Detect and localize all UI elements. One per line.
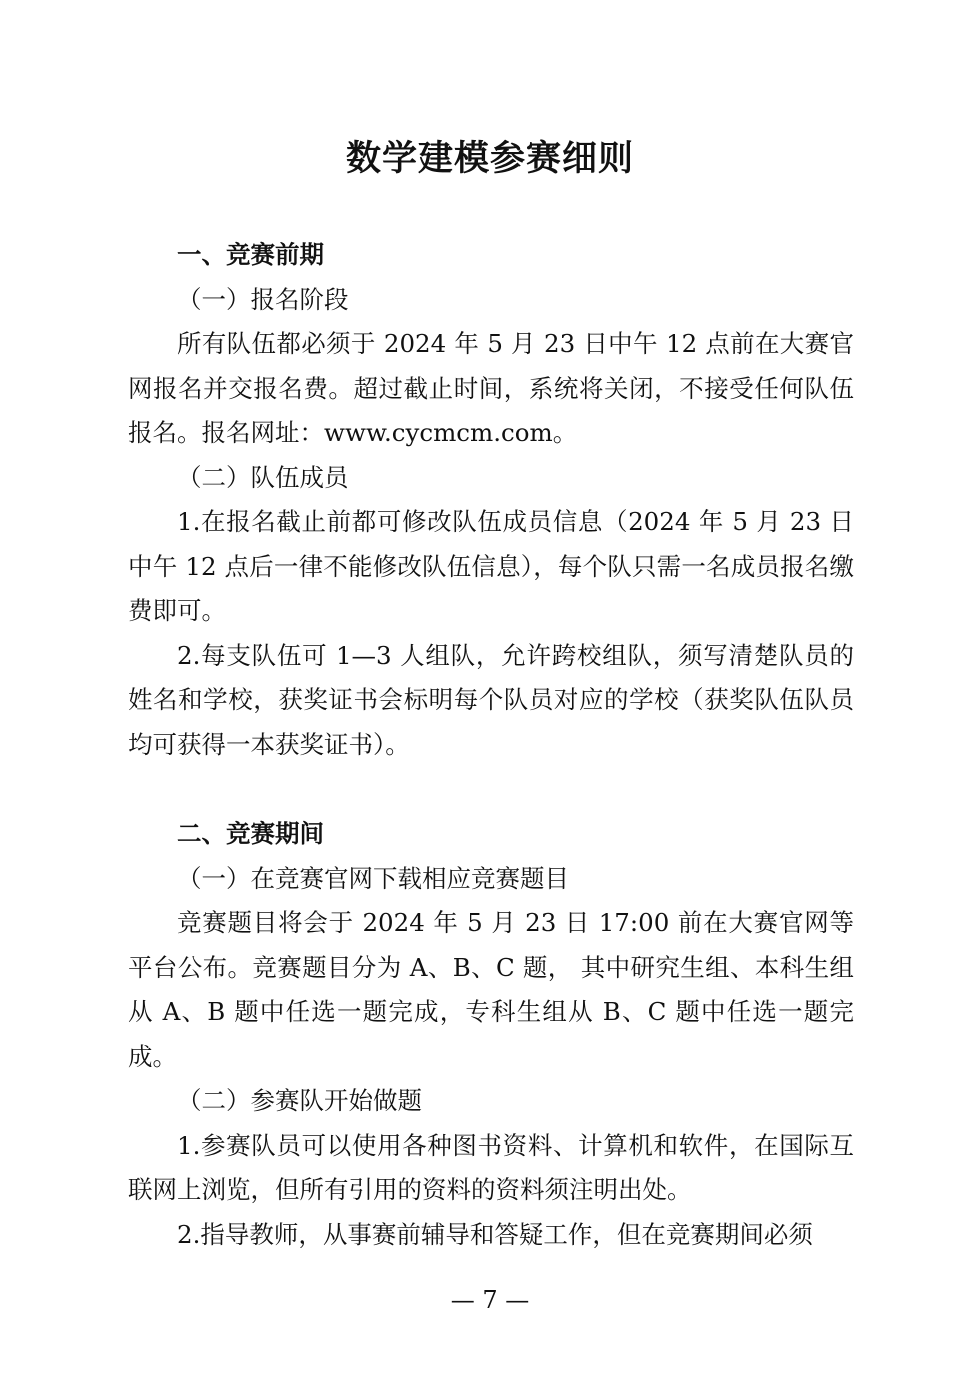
paragraph: 1.在报名截止前都可修改队伍成员信息（2024 年 5 月 23 日中午 12 点后一律不能修改队伍信息），每个队只需一名成员报名缴费即可。 <box>128 507 854 625</box>
document-title: 数学建模参赛细则 <box>345 138 634 179</box>
paragraph: 2.指导教师，从事赛前辅导和答疑工作，但在竞赛期间必须 <box>177 1219 813 1249</box>
paragraph: 竞赛题目将会于 2024 年 5 月 23 日 17:00 前在大赛官网等平台公布。竞赛题目分为 A、B、C 题， 其中研究生组、本科生组从 A、B 题中任选一题完成，专科生组从 B、C 题中任选一题完成。 <box>128 908 854 1071</box>
section-heading-1: 一、竞赛前期 <box>177 240 324 269</box>
paragraph: 2.每支队伍可 1—3 人组队，允许跨校组队，须写清楚队员的姓名和学校，获奖证书会标明每个队员对应的学校（获奖队伍队员均可获得一本获奖证书）。 <box>128 640 854 759</box>
subsection-heading-2-1: （一）在竞赛官网下载相应竞赛题目 <box>177 863 569 893</box>
subsection-heading-1-2: （二）队伍成员 <box>177 462 349 492</box>
section-spacer <box>128 767 854 812</box>
paragraph: 1.参赛队员可以使用各种图书资料、计算机和软件，在国际互联网上浏览，但所有引用的资料的资料须注明出处。 <box>128 1130 854 1204</box>
page-number: — 7 — <box>450 1286 530 1314</box>
document-body <box>128 233 854 1257</box>
subsection-heading-1-1: （一）报名阶段 <box>177 284 349 314</box>
subsection-heading-2-2: （二）参赛队开始做题 <box>177 1086 422 1115</box>
paragraph: 所有队伍都必须于 2024 年 5 月 23 日中午 12 点前在大赛官网报名并交报名费。超过截止时间，系统将关闭，不接受任何队伍报名。报名网址：www.cycmcm.com。 <box>128 329 854 447</box>
section-heading-2: 二、竞赛期间 <box>177 819 324 848</box>
